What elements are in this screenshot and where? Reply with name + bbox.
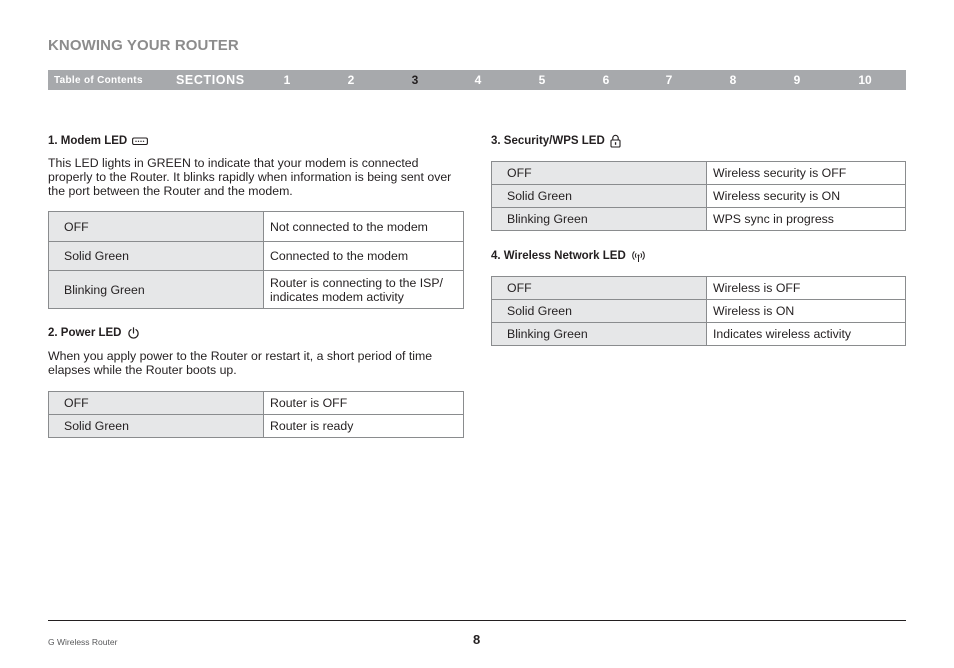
led-description: Wireless is ON bbox=[707, 300, 906, 323]
power-icon bbox=[127, 327, 140, 340]
power-led-heading: 2. Power LED bbox=[48, 326, 464, 340]
table-row bbox=[49, 271, 464, 309]
led-description: Not connected to the modem bbox=[264, 212, 464, 242]
wireless-led-heading: 4. Wireless Network LED bbox=[491, 249, 906, 263]
table-row bbox=[492, 323, 906, 346]
table-row bbox=[492, 208, 906, 231]
nav-section-10[interactable]: 10 bbox=[858, 73, 872, 87]
nav-section-3[interactable]: 3 bbox=[411, 73, 419, 87]
nav-section-7[interactable]: 7 bbox=[665, 73, 673, 87]
nav-section-6[interactable]: 6 bbox=[602, 73, 610, 87]
led-state: OFF bbox=[49, 212, 264, 242]
power-led-description: When you apply power to the Router or restart it, a short period of time elapses while the Router boots up. bbox=[48, 349, 433, 377]
footer-divider bbox=[48, 620, 906, 621]
led-description: Router is OFF bbox=[264, 392, 464, 415]
wireless-led-table bbox=[491, 276, 906, 346]
nav-section-9[interactable]: 9 bbox=[793, 73, 801, 87]
wireless-icon bbox=[631, 250, 646, 263]
modem-led-table bbox=[48, 211, 464, 309]
page-header-title: KNOWING YOUR ROUTER bbox=[48, 37, 239, 54]
led-state: Solid Green bbox=[49, 242, 264, 271]
left-column bbox=[48, 134, 464, 438]
led-state: OFF bbox=[492, 162, 707, 185]
right-column bbox=[491, 134, 906, 346]
led-description: Router is ready bbox=[264, 415, 464, 438]
led-description: Wireless is OFF bbox=[707, 277, 906, 300]
table-row bbox=[492, 185, 906, 208]
led-state: Solid Green bbox=[492, 300, 707, 323]
lock-icon bbox=[610, 134, 621, 148]
led-state: Blinking Green bbox=[492, 208, 707, 231]
led-description: WPS sync in progress bbox=[707, 208, 906, 231]
power-led-table bbox=[48, 391, 464, 438]
table-row bbox=[49, 415, 464, 438]
table-row bbox=[492, 277, 906, 300]
led-state: OFF bbox=[49, 392, 264, 415]
led-state: Blinking Green bbox=[49, 271, 264, 309]
led-state: Solid Green bbox=[49, 415, 264, 438]
modem-led-heading: 1. Modem LED bbox=[48, 134, 464, 148]
security-led-table bbox=[491, 161, 906, 231]
nav-sections-label: SECTIONS bbox=[176, 73, 245, 87]
table-row bbox=[492, 300, 906, 323]
nav-section-5[interactable]: 5 bbox=[538, 73, 546, 87]
section-nav-bar bbox=[48, 70, 906, 90]
table-row bbox=[49, 392, 464, 415]
nav-section-4[interactable]: 4 bbox=[474, 73, 482, 87]
modem-icon bbox=[132, 137, 148, 146]
led-state: OFF bbox=[492, 277, 707, 300]
led-description: Router is connecting to the ISP/ indicates modem activity bbox=[264, 271, 464, 309]
led-state: Blinking Green bbox=[492, 323, 707, 346]
led-description: Wireless security is ON bbox=[707, 185, 906, 208]
table-row bbox=[49, 242, 464, 271]
nav-table-of-contents[interactable]: Table of Contents bbox=[54, 75, 143, 86]
security-led-heading: 3. Security/WPS LED bbox=[491, 134, 906, 148]
table-row bbox=[492, 162, 906, 185]
page-number: 8 bbox=[473, 632, 481, 647]
led-description: Indicates wireless activity bbox=[707, 323, 906, 346]
led-description: Connected to the modem bbox=[264, 242, 464, 271]
led-description: Wireless security is OFF bbox=[707, 162, 906, 185]
nav-section-1[interactable]: 1 bbox=[283, 73, 291, 87]
nav-section-2[interactable]: 2 bbox=[347, 73, 355, 87]
modem-led-description: This LED lights in GREEN to indicate that your modem is connected properly to the Router. It blinks rapidly when information is being sent over the port between the Router and the modem. bbox=[48, 156, 452, 198]
nav-section-8[interactable]: 8 bbox=[729, 73, 737, 87]
led-state: Solid Green bbox=[492, 185, 707, 208]
table-row bbox=[49, 212, 464, 242]
footer-product-name: G Wireless Router bbox=[48, 637, 118, 647]
